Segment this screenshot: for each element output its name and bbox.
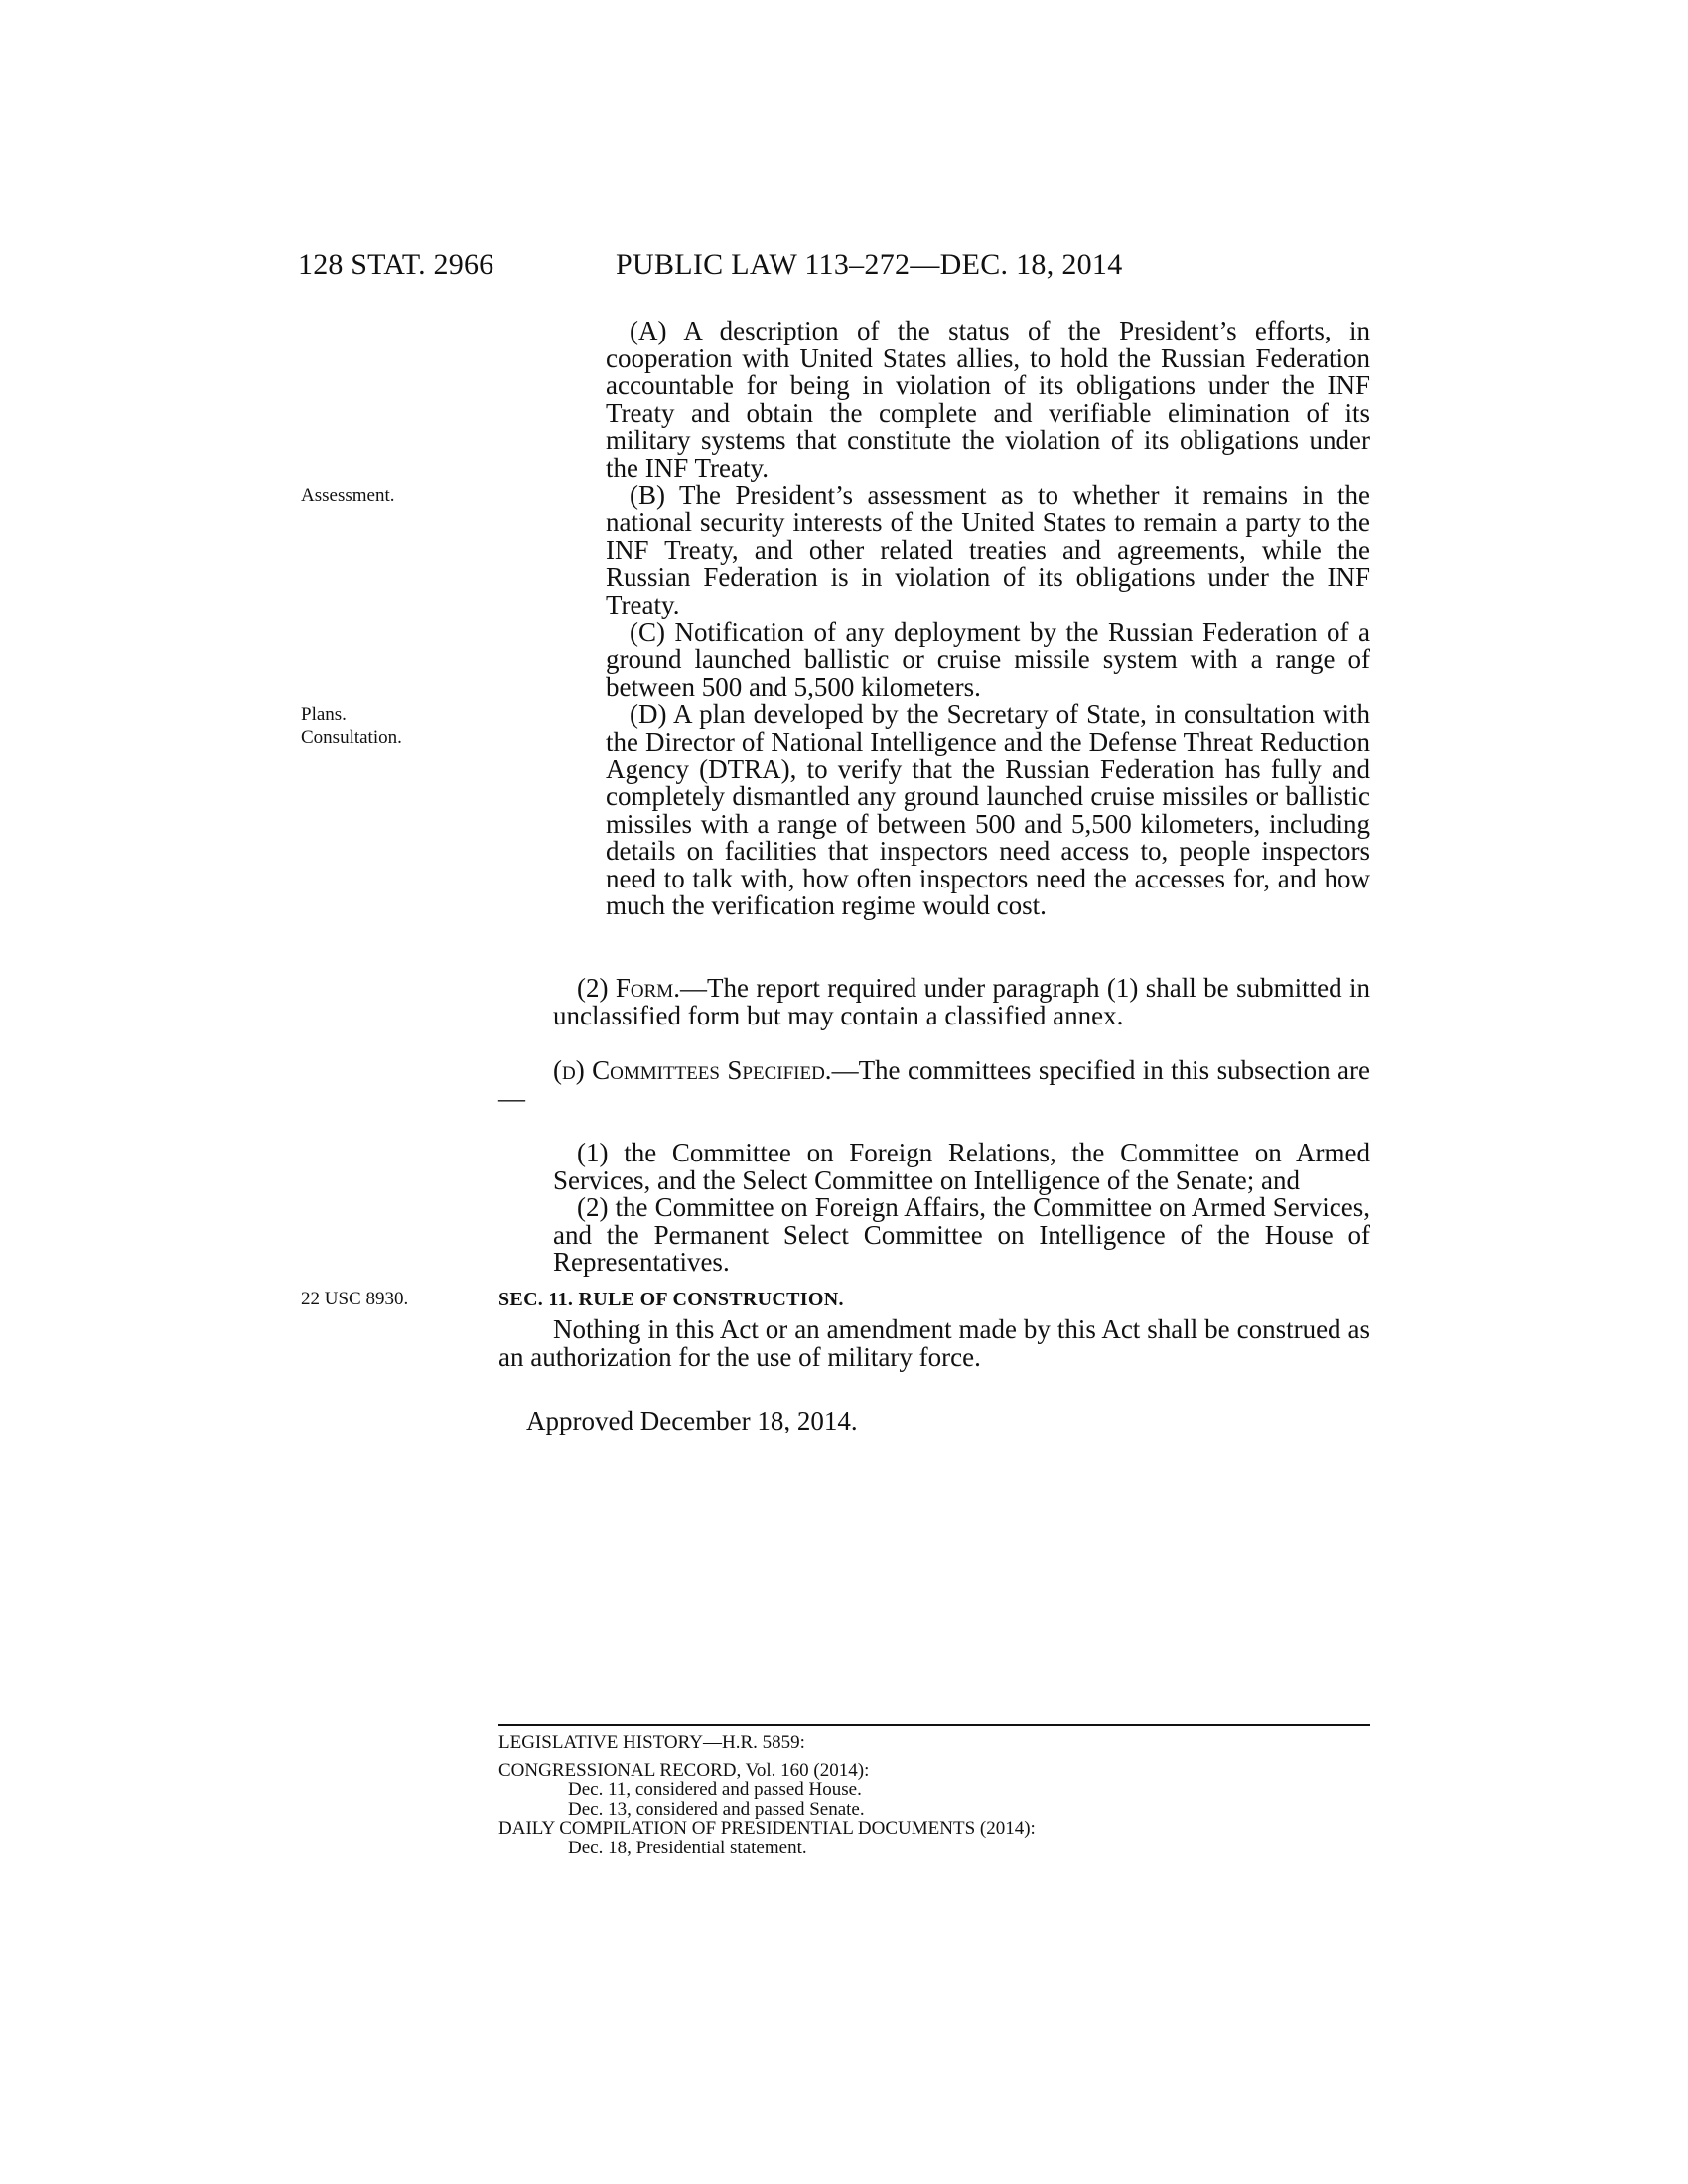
compilation-item: Dec. 18, Presidential statement. (568, 1837, 807, 1858)
stat-page-number: 128 STAT. 2966 (298, 248, 494, 281)
page-header (298, 248, 1370, 288)
subparagraph-d: (D) A plan developed by the Secretary of State, in consultation with the Director of National Intelligence and the Defense Threat Reduction Agency (DTRA), to verify that the Russian Federation has fully and completely dismantled any ground launched cruise missiles or ballistic missiles with a range of between 500 and 5,500 kilometers, including details on facilities that inspectors need access to, people inspectors need to talk with, how often inspectors need the accesses for, and how much the verification regime would cost. (606, 699, 1370, 921)
committees-label: (d) Committees Specified. (553, 1055, 832, 1085)
margin-note-consultation: Consultation. (301, 727, 402, 748)
form-label: (2) Form. (577, 973, 680, 1003)
committees-list (553, 1140, 1370, 1277)
subparagraph-b: (B) The President’s assessment as to whether it remains in the national security interests of the United States to remain a party to the INF Treaty, and other related treaties and agreements, while the Russian Federation is in violation of its obligations under the INF Treaty. (606, 479, 1370, 619)
section-text: Nothing in this Act or an amendment made by this Act shall be construed as an authorization for the use of military force. (498, 1314, 1370, 1372)
history-divider (498, 1724, 1370, 1726)
presidential-documents: DAILY COMPILATION OF PRESIDENTIAL DOCUMENTS (2014): (498, 1818, 1036, 1839)
committees-text: —The committees specified in this subsection are— (498, 1055, 1370, 1113)
subparagraph-c: (C) Notification of any deployment by the Russian Federation of a ground launched ballistic or cruise missile system with a range of between 500 and 5,500 kilometers. (606, 616, 1370, 702)
approved-date: Approved December 18, 2014. (526, 1406, 858, 1435)
committees-item-2: (2) the Committee on Foreign Affairs, the Committee on Armed Services, and the Permanent Select Committee on Intelligence of the House of Representatives. (553, 1192, 1370, 1278)
history-title: LEGISLATIVE HISTORY—H.R. 5859: (498, 1732, 805, 1753)
record-item: Dec. 13, considered and passed Senate. (568, 1798, 865, 1820)
section-body (498, 1316, 1370, 1371)
subparagraph-a: (A) A description of the status of the President’s efforts, in cooperation with United States allies, to hold the Russian Federation accountable for being in violation of its obligations under the INF Treaty and obtain the complete and verifiable elimination of its military systems that constitute the violation of its obligations under the INF Treaty. (606, 316, 1370, 482)
form-paragraph (553, 975, 1370, 1029)
margin-note-plans: Plans. (301, 704, 347, 725)
record-item: Dec. 11, considered and passed House. (568, 1779, 862, 1800)
section-heading: SEC. 11. RULE OF CONSTRUCTION. (498, 1289, 844, 1310)
committees-item-1: (1) the Committee on Foreign Relations, the Committee on Armed Services, and the Select Committee on Intelligence of the Senate; and (553, 1138, 1370, 1195)
page-title: PUBLIC LAW 113–272—DEC. 18, 2014 (616, 248, 1123, 281)
committees-block (498, 1057, 1370, 1112)
subparagraphs-block (606, 318, 1370, 920)
form-paragraph-block (553, 975, 1370, 1029)
margin-note-assessment: Assessment. (301, 485, 395, 506)
congressional-record: CONGRESSIONAL RECORD, Vol. 160 (2014): (498, 1759, 870, 1781)
margin-note-usc: 22 USC 8930. (301, 1289, 409, 1309)
form-text: —The report required under paragraph (1) shall be submitted in unclassified form but may contain a classified annex. (553, 973, 1371, 1030)
legislative-history (498, 1733, 1370, 1857)
committees-paragraph (498, 1057, 1370, 1112)
